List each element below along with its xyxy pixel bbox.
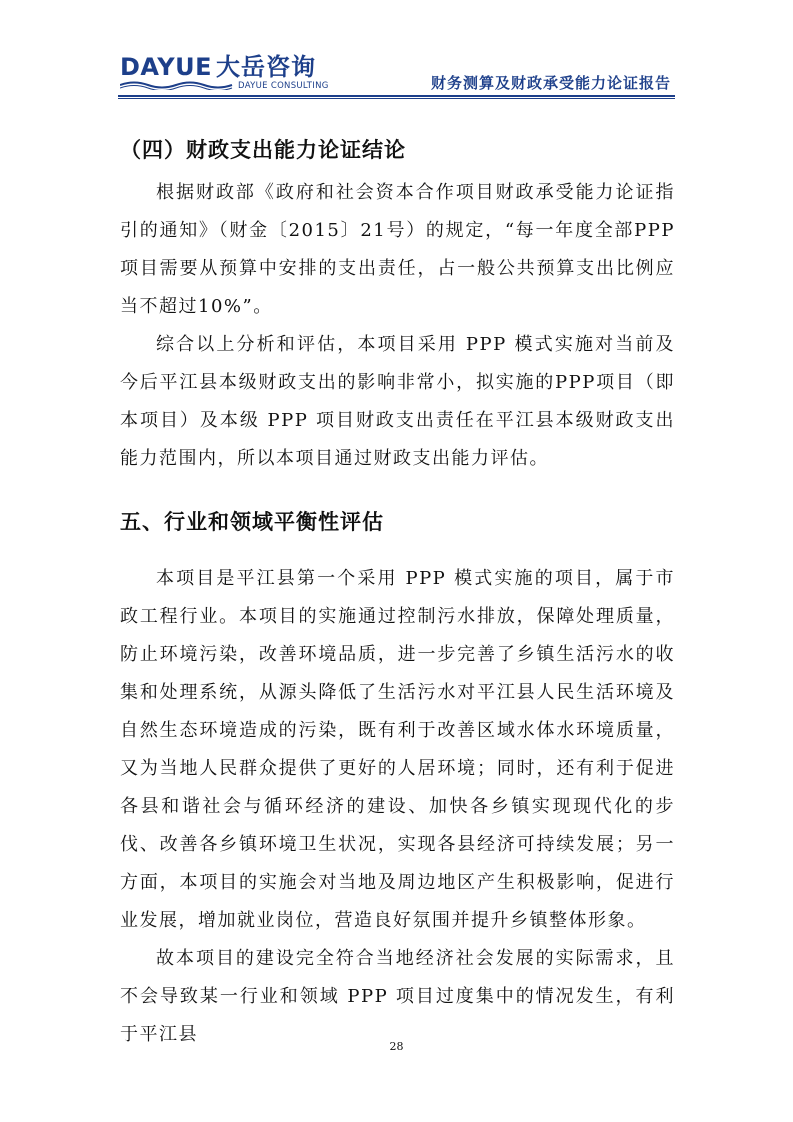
logo-en: DAYUE [120, 53, 212, 81]
logo-wave-icon [120, 80, 235, 90]
paragraph: 故本项目的建设完全符合当地经济社会发展的实际需求，且不会导致某一行业和领域 PPP 项目过度集中的情况发生，有利于平江县 [120, 948, 675, 1045]
paragraph: 根据财政部《政府和社会资本合作项目财政承受能力论证指引的通知》（财金〔2015〕21号）的规定，“每一年度全部PPP项目需要从预算中安排的支出责任，占一般公共预算支出比例应当不超过10%”。 [120, 182, 675, 317]
page-header [120, 50, 675, 98]
logo-wordmark [120, 54, 316, 80]
header-rule-thin [118, 98, 675, 99]
logo-cn: 大岳咨询 [215, 53, 316, 81]
paragraph: 综合以上分析和评估，本项目采用 PPP 模式实施对当前及今后平江县本级财政支出的影响非常小，拟实施的PPP项目（即本项目）及本级 PPP 项目财政支出责任在平江县本级财政支出能力范围内，所以本项目通过财政支出能力评估。 [120, 334, 675, 469]
section-heading-fiscal-capacity: （四）财政支出能力论证结论 [120, 138, 406, 162]
header-rule [118, 95, 675, 97]
report-title: 财务测算及财政承受能力论证报告 [430, 74, 671, 92]
logo-subtitle: DAYUE CONSULTING [238, 81, 329, 91]
paragraph: 本项目是平江县第一个采用 PPP 模式实施的项目，属于市政工程行业。本项目的实施通过控制污水排放，保障处理质量，防止环境污染，改善环境品质，进一步完善了乡镇生活污水的收集和处理系统，从源头降低了生活污水对平江县人民生活环境及自然生态环境造成的污染，既有利于改善区域水体水环境质量，又为当地人民群众提供了更好的人居环境；同时，还有利于促进各县和谐社会与循环经济的建设、加快各乡镇实现现代化的步伐、改善各乡镇环境卫生状况，实现各县经济可持续发展；另一方面，本项目的实施会对当地及周边地区产生积极影响，促进行业发展，增加就业岗位，营造良好氛围并提升乡镇整体形象。 [120, 568, 675, 931]
section-heading-industry-balance: 五、行业和领域平衡性评估 [120, 510, 384, 534]
company-logo [120, 53, 329, 91]
page-number: 28 [389, 1040, 404, 1053]
